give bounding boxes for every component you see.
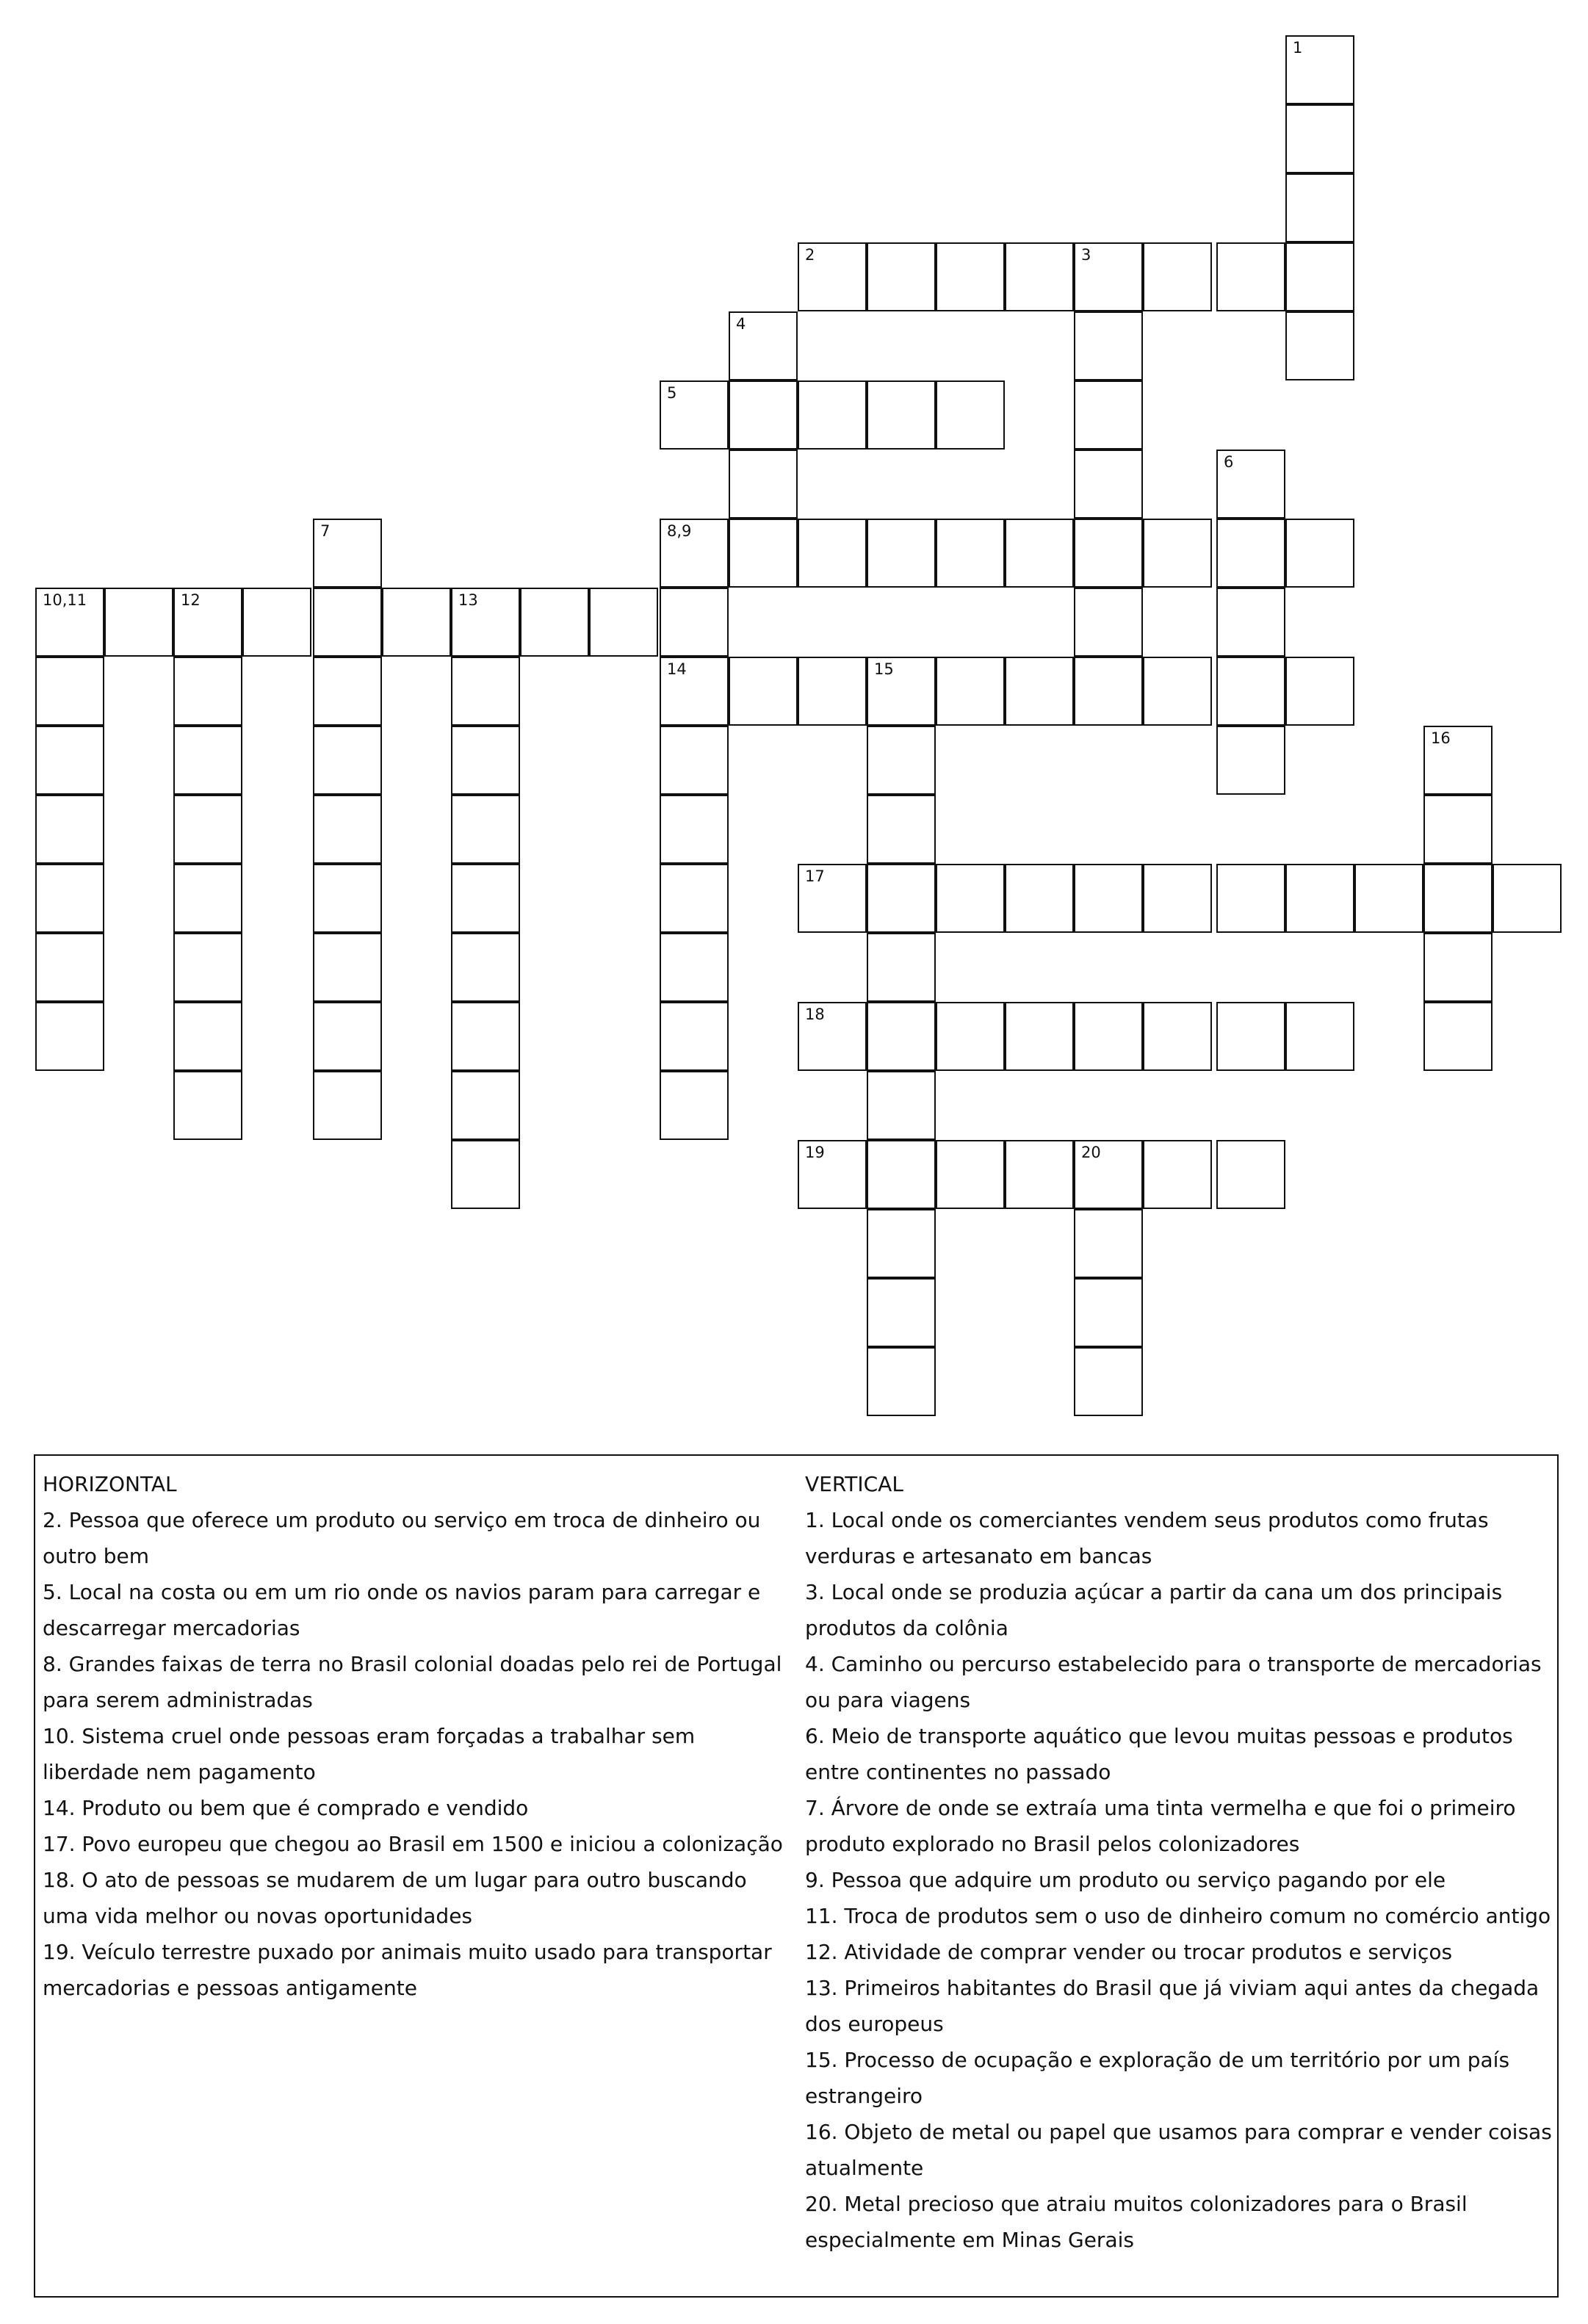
crossword-cell[interactable] bbox=[1285, 242, 1354, 311]
clue-number: 14 bbox=[667, 660, 687, 678]
crossword-cell[interactable] bbox=[936, 1002, 1005, 1071]
crossword-cell[interactable] bbox=[867, 1002, 936, 1071]
vertical-clues-column bbox=[805, 1466, 1554, 2258]
clue-number: 7 bbox=[320, 522, 331, 540]
crossword-cell[interactable] bbox=[35, 1002, 104, 1071]
crossword-cell[interactable] bbox=[660, 1071, 729, 1140]
crossword-cell[interactable] bbox=[867, 1347, 936, 1416]
crossword-cell[interactable] bbox=[451, 864, 520, 933]
crossword-cell[interactable] bbox=[451, 726, 520, 795]
crossword-cell[interactable] bbox=[660, 519, 729, 588]
crossword-cell[interactable] bbox=[936, 242, 1005, 311]
crossword-cell[interactable] bbox=[936, 864, 1005, 933]
crossword-cell[interactable] bbox=[867, 519, 936, 588]
crossword-cell[interactable] bbox=[1074, 588, 1143, 657]
crossword-cell[interactable] bbox=[660, 1002, 729, 1071]
crossword-cell[interactable] bbox=[1143, 657, 1212, 726]
crossword-cell[interactable] bbox=[382, 588, 451, 657]
crossword-cell[interactable] bbox=[867, 864, 936, 933]
crossword-cell[interactable] bbox=[660, 588, 729, 657]
vertical-heading: VERTICAL bbox=[805, 1472, 903, 1496]
crossword-cell[interactable] bbox=[520, 588, 589, 657]
clue-number: 10,11 bbox=[43, 591, 87, 609]
crossword-cell[interactable] bbox=[660, 657, 729, 726]
crossword-cell[interactable] bbox=[173, 1071, 242, 1140]
clue-number: 19 bbox=[805, 1144, 825, 1161]
horizontal-heading: HORIZONTAL bbox=[43, 1472, 177, 1496]
crossword-cell[interactable] bbox=[173, 588, 242, 657]
crossword-cell[interactable] bbox=[173, 933, 242, 1002]
crossword-cell[interactable] bbox=[313, 588, 382, 657]
vertical-clue: 16. Objeto de metal ou papel que usamos para comprar e vender coisas atualmente bbox=[805, 2120, 1552, 2180]
crossword-cell[interactable] bbox=[173, 864, 242, 933]
clues-box bbox=[34, 1454, 1559, 2298]
crossword-cell[interactable] bbox=[1074, 242, 1143, 311]
crossword-cell[interactable] bbox=[1216, 519, 1285, 588]
crossword-cell[interactable] bbox=[1143, 1002, 1212, 1071]
vertical-clue: 7. Árvore de onde se extraía uma tinta vermelha e que foi o primeiro produto explorado no Brasil pelos colonizadores bbox=[805, 1796, 1516, 1856]
crossword-cell[interactable] bbox=[867, 795, 936, 864]
vertical-clue: 4. Caminho ou percurso estabelecido para o transporte de mercadorias ou para viagens bbox=[805, 1652, 1542, 1712]
crossword-cell[interactable] bbox=[173, 795, 242, 864]
crossword-cell[interactable] bbox=[313, 726, 382, 795]
crossword-cell[interactable] bbox=[1005, 242, 1074, 311]
clue-number: 2 bbox=[805, 246, 815, 264]
crossword-cell[interactable] bbox=[1423, 726, 1493, 795]
crossword-cell[interactable] bbox=[242, 588, 311, 657]
horizontal-clues-column bbox=[43, 1466, 792, 2006]
crossword-cell[interactable] bbox=[173, 657, 242, 726]
crossword-cell[interactable] bbox=[660, 864, 729, 933]
clue-number: 6 bbox=[1224, 453, 1234, 471]
crossword-cell[interactable] bbox=[867, 242, 936, 311]
crossword-cell[interactable] bbox=[1005, 1140, 1074, 1209]
vertical-clue: 13. Primeiros habitantes do Brasil que já viviam aqui antes da chegada dos europeus bbox=[805, 1976, 1540, 2036]
crossword-cell[interactable] bbox=[936, 1140, 1005, 1209]
crossword-cell[interactable] bbox=[173, 1002, 242, 1071]
crossword-cell[interactable] bbox=[1285, 104, 1354, 173]
clue-number: 12 bbox=[181, 591, 201, 609]
crossword-cell[interactable] bbox=[1005, 1002, 1074, 1071]
vertical-clue: 15. Processo de ocupação e exploração de um território por um país estrangeiro bbox=[805, 2048, 1510, 2108]
horizontal-clue: 19. Veículo terrestre puxado por animais muito usado para transportar mercadorias e pessoas antigamente bbox=[43, 1940, 772, 2000]
clue-number: 4 bbox=[736, 315, 746, 333]
crossword-cell[interactable] bbox=[313, 933, 382, 1002]
crossword-cell[interactable] bbox=[660, 380, 729, 450]
horizontal-clue: 14. Produto ou bem que é comprado e vendido bbox=[43, 1796, 529, 1820]
clue-number: 3 bbox=[1081, 246, 1091, 264]
crossword-cell[interactable] bbox=[1143, 864, 1212, 933]
crossword-cell[interactable] bbox=[1216, 450, 1285, 519]
crossword-cell[interactable] bbox=[589, 588, 658, 657]
crossword-cell[interactable] bbox=[451, 1071, 520, 1140]
crossword-cell[interactable] bbox=[35, 726, 104, 795]
crossword-cell[interactable] bbox=[451, 588, 520, 657]
clue-number: 8,9 bbox=[667, 522, 692, 540]
crossword-cell[interactable] bbox=[798, 242, 867, 311]
clue-number: 16 bbox=[1431, 729, 1451, 747]
crossword-cell[interactable] bbox=[729, 519, 798, 588]
crossword-cell[interactable] bbox=[660, 795, 729, 864]
crossword-cell[interactable] bbox=[1423, 933, 1493, 1002]
crossword-cell[interactable] bbox=[35, 795, 104, 864]
crossword-cell[interactable] bbox=[35, 864, 104, 933]
crossword-cell[interactable] bbox=[1216, 726, 1285, 795]
vertical-clue: 3. Local onde se produzia açúcar a partir da cana um dos principais produtos da colônia bbox=[805, 1580, 1503, 1640]
crossword-cell[interactable] bbox=[1074, 657, 1143, 726]
horizontal-clue: 18. O ato de pessoas se mudarem de um lugar para outro buscando uma vida melhor ou novas oportunidades bbox=[43, 1868, 747, 1928]
crossword-cell[interactable] bbox=[1074, 519, 1143, 588]
crossword-cell[interactable] bbox=[451, 1140, 520, 1209]
crossword-cell[interactable] bbox=[1216, 242, 1285, 311]
crossword-cell[interactable] bbox=[729, 311, 798, 380]
crossword-cell[interactable] bbox=[1005, 864, 1074, 933]
crossword-cell[interactable] bbox=[867, 1209, 936, 1278]
clue-number: 20 bbox=[1081, 1144, 1101, 1161]
crossword-cell[interactable] bbox=[867, 1071, 936, 1140]
crossword-cell[interactable] bbox=[936, 657, 1005, 726]
crossword-cell[interactable] bbox=[1005, 519, 1074, 588]
horizontal-clue: 5. Local na costa ou em um rio onde os navios param para carregar e descarregar mercadorias bbox=[43, 1580, 761, 1640]
crossword-cell[interactable] bbox=[1285, 864, 1354, 933]
horizontal-clue: 2. Pessoa que oferece um produto ou serviço em troca de dinheiro ou outro bem bbox=[43, 1508, 761, 1568]
crossword-cell[interactable] bbox=[798, 1140, 867, 1209]
crossword-cell[interactable] bbox=[1074, 864, 1143, 933]
crossword-cell[interactable] bbox=[1285, 311, 1354, 380]
crossword-cell[interactable] bbox=[451, 933, 520, 1002]
crossword-cell[interactable] bbox=[35, 657, 104, 726]
crossword-cell[interactable] bbox=[1074, 311, 1143, 380]
crossword-cell[interactable] bbox=[798, 380, 867, 450]
crossword-cell[interactable] bbox=[660, 933, 729, 1002]
crossword-cell[interactable] bbox=[104, 588, 173, 657]
vertical-clue: 6. Meio de transporte aquático que levou muitas pessoas e produtos entre continentes no passado bbox=[805, 1724, 1513, 1784]
crossword-cell[interactable] bbox=[35, 933, 104, 1002]
crossword-cell[interactable] bbox=[1216, 1140, 1285, 1209]
crossword-cell[interactable] bbox=[35, 588, 104, 657]
crossword-cell[interactable] bbox=[1005, 657, 1074, 726]
crossword-cell[interactable] bbox=[867, 1278, 936, 1347]
crossword-cell[interactable] bbox=[1216, 657, 1285, 726]
crossword-cell[interactable] bbox=[1074, 450, 1143, 519]
crossword-cell[interactable] bbox=[1285, 519, 1354, 588]
clue-number: 18 bbox=[805, 1006, 825, 1023]
crossword-cell[interactable] bbox=[1143, 519, 1212, 588]
crossword-cell[interactable] bbox=[1423, 795, 1493, 864]
crossword-cell[interactable] bbox=[1074, 1002, 1143, 1071]
crossword-cell[interactable] bbox=[313, 1002, 382, 1071]
crossword-cell[interactable] bbox=[936, 519, 1005, 588]
crossword-cell[interactable] bbox=[313, 519, 382, 588]
crossword-cell[interactable] bbox=[451, 795, 520, 864]
crossword-cell[interactable] bbox=[1074, 1278, 1143, 1347]
clue-number: 17 bbox=[805, 867, 825, 885]
crossword-cell[interactable] bbox=[451, 1002, 520, 1071]
crossword-cell[interactable] bbox=[1074, 380, 1143, 450]
crossword-cell[interactable] bbox=[1074, 1140, 1143, 1209]
clue-number: 13 bbox=[458, 591, 478, 609]
crossword-cell[interactable] bbox=[1216, 588, 1285, 657]
crossword-cell[interactable] bbox=[798, 657, 867, 726]
crossword-cell[interactable] bbox=[729, 380, 798, 450]
vertical-clue: 12. Atividade de comprar vender ou trocar produtos e serviços bbox=[805, 1940, 1453, 1964]
vertical-clue: 1. Local onde os comerciantes vendem seus produtos como frutas verduras e artesanato em bancas bbox=[805, 1508, 1489, 1568]
crossword-cell[interactable] bbox=[313, 864, 382, 933]
crossword-cell[interactable] bbox=[1354, 864, 1423, 933]
crossword-cell[interactable] bbox=[1285, 173, 1354, 242]
crossword-cell[interactable] bbox=[1074, 1347, 1143, 1416]
crossword-cell[interactable] bbox=[867, 380, 936, 450]
horizontal-clue: 10. Sistema cruel onde pessoas eram forçadas a trabalhar sem liberdade nem pagamento bbox=[43, 1724, 696, 1784]
vertical-clue: 9. Pessoa que adquire um produto ou serviço pagando por ele bbox=[805, 1868, 1446, 1892]
crossword-cell[interactable] bbox=[729, 450, 798, 519]
crossword-cell[interactable] bbox=[451, 657, 520, 726]
vertical-clue: 11. Troca de produtos sem o uso de dinheiro comum no comércio antigo bbox=[805, 1904, 1551, 1928]
crossword-cell[interactable] bbox=[1493, 864, 1562, 933]
clue-number: 5 bbox=[667, 384, 677, 402]
crossword-cell[interactable] bbox=[1285, 1002, 1354, 1071]
vertical-clue: 20. Metal precioso que atraiu muitos colonizadores para o Brasil especialmente em Minas Gerais bbox=[805, 2192, 1468, 2252]
crossword-cell[interactable] bbox=[1074, 1209, 1143, 1278]
crossword-cell[interactable] bbox=[1285, 35, 1354, 104]
crossword-cell[interactable] bbox=[798, 864, 867, 933]
crossword-cell[interactable] bbox=[1143, 242, 1212, 311]
crossword-cell[interactable] bbox=[173, 726, 242, 795]
crossword-cell[interactable] bbox=[1423, 1002, 1493, 1071]
crossword-cell[interactable] bbox=[798, 519, 867, 588]
crossword-cell[interactable] bbox=[867, 1140, 936, 1209]
crossword-cell[interactable] bbox=[1216, 1002, 1285, 1071]
crossword-cell[interactable] bbox=[1216, 864, 1285, 933]
horizontal-clue: 17. Povo europeu que chegou ao Brasil em 1500 e iniciou a colonização bbox=[43, 1832, 783, 1856]
crossword-cell[interactable] bbox=[313, 795, 382, 864]
crossword-cell[interactable] bbox=[867, 933, 936, 1002]
crossword-cell[interactable] bbox=[729, 657, 798, 726]
crossword-cell[interactable] bbox=[867, 657, 936, 726]
crossword-cell[interactable] bbox=[867, 726, 936, 795]
crossword-cell[interactable] bbox=[313, 657, 382, 726]
crossword-cell[interactable] bbox=[798, 1002, 867, 1071]
crossword-cell[interactable] bbox=[1285, 657, 1354, 726]
crossword-cell[interactable] bbox=[936, 380, 1005, 450]
clue-number: 15 bbox=[874, 660, 894, 678]
crossword-cell[interactable] bbox=[1423, 864, 1493, 933]
crossword-cell[interactable] bbox=[313, 1071, 382, 1140]
crossword-cell[interactable] bbox=[1143, 1140, 1212, 1209]
horizontal-clue: 8. Grandes faixas de terra no Brasil colonial doadas pelo rei de Portugal para serem administradas bbox=[43, 1652, 782, 1712]
crossword-cell[interactable] bbox=[660, 726, 729, 795]
clue-number: 1 bbox=[1293, 39, 1303, 57]
